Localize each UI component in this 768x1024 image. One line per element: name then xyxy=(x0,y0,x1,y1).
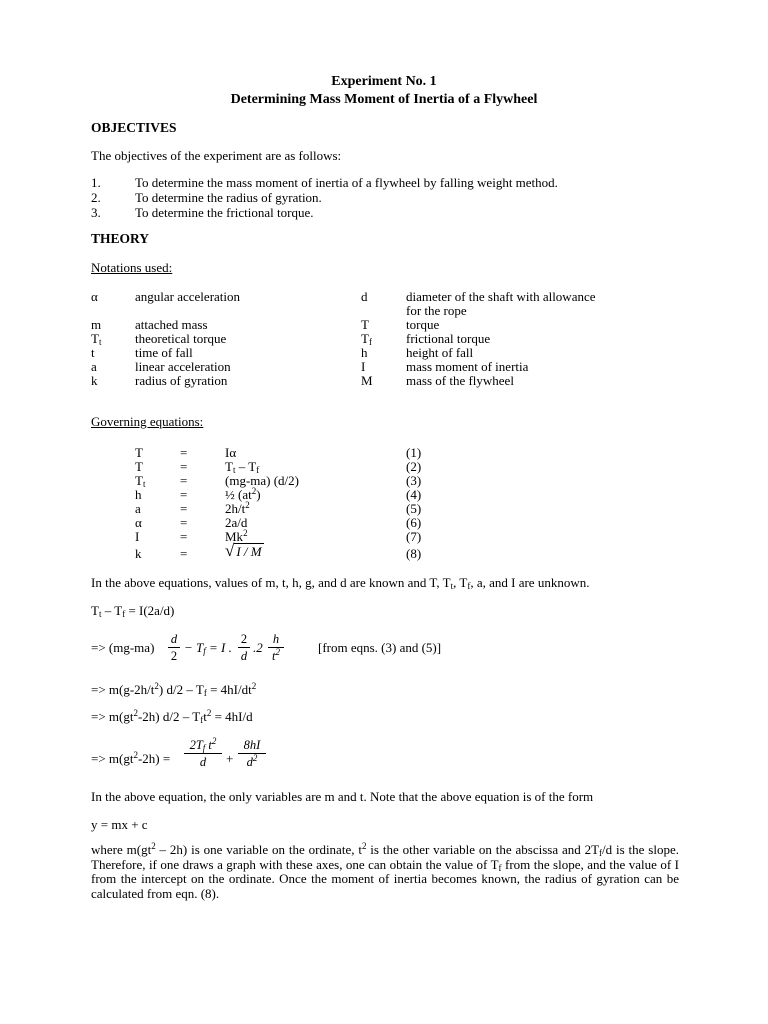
notation-description: torque xyxy=(406,317,440,332)
equation-rhs: Iα xyxy=(225,445,237,460)
equation-rhs: 2a/d xyxy=(225,515,248,530)
equation-rhs: (mg-ma) (d/2) xyxy=(225,473,300,488)
notation-symbol: $T_t$ xyxy=(91,331,102,347)
objective-item: To determine the radius of gyration. xyxy=(135,190,322,205)
experiment-title: Determining Mass Moment of Inertia of a Flywheel xyxy=(230,92,538,107)
plus-sign: + xyxy=(226,751,234,766)
objective-number: 3. xyxy=(91,205,101,220)
equation-lhs: T xyxy=(135,445,143,460)
experiment-number: Experiment No. 1 xyxy=(331,74,437,89)
equation-equals: = xyxy=(180,473,188,488)
notation-description: frictional torque xyxy=(406,331,491,346)
equation-rhs: Mk$^2$ xyxy=(225,528,248,544)
fraction-h-over-t2: h $t^2$ xyxy=(268,632,284,663)
derivation-step-1: $T_t - T_f = I(2a/d)$ xyxy=(91,603,175,619)
notation-symbol: $T_f$ xyxy=(361,331,372,347)
notation-description: radius of gyration xyxy=(135,373,228,388)
notations-title: Notations used: xyxy=(91,260,173,275)
equation-rhs-sqrt: √ I / M xyxy=(225,541,262,560)
notation-symbol: M xyxy=(361,373,373,388)
equation-equals: = xyxy=(180,546,188,561)
notation-symbol: a xyxy=(91,359,97,374)
equation-rhs: $2h/t^2$ xyxy=(225,500,250,516)
governing-title: Governing equations: xyxy=(91,414,204,429)
notation-description: linear acceleration xyxy=(135,359,231,374)
notation-symbol: k xyxy=(91,373,98,388)
equation-lhs: h xyxy=(135,487,142,502)
equation-equals: = xyxy=(180,487,188,502)
equation-number: (1) xyxy=(406,445,422,460)
theory-heading: THEORY xyxy=(91,231,150,246)
equation-number: (6) xyxy=(406,515,422,530)
notation-symbol: I xyxy=(361,359,366,374)
equation-rhs: ½ $(at^2)$ xyxy=(225,486,261,502)
fraction-2Tft2-over-d: $2T_f$ $t^2$ d xyxy=(184,738,222,769)
objective-item: To determine the mass moment of inertia of a flywheel by falling weight method. xyxy=(135,175,558,190)
equation-rhs: $T_t - T_f$ xyxy=(225,459,260,475)
notation-description: time of fall xyxy=(135,345,193,360)
equation-lhs: a xyxy=(135,501,141,516)
known-unknown-text: In the above equations, values of m, t, h, g, and d are known and T, $T_t$, $T_f$, a, and I are unknown. xyxy=(91,575,590,591)
notation-description: mass moment of inertia xyxy=(406,359,529,374)
equation-equals: = xyxy=(180,529,188,544)
notation-symbol: m xyxy=(91,317,102,332)
notation-symbol: t xyxy=(91,345,95,360)
equation-lhs: k xyxy=(135,546,142,561)
equation-number: (8) xyxy=(406,546,422,561)
derivation-step-4: => $m(gt^2-2h)$ $d/2 - T_ft^2 = 4hI/d$ xyxy=(91,708,253,725)
equation-number: (7) xyxy=(406,529,422,544)
dot-2-term: .2 xyxy=(253,640,263,655)
notation-description: theoretical torque xyxy=(135,331,227,346)
equation-number: (2) xyxy=(406,459,422,474)
equation-equals: = xyxy=(180,515,188,530)
equation-equals: = xyxy=(180,459,188,474)
equation-lhs: T xyxy=(135,459,143,474)
derivation-step-2-reference: [from eqns. (3) and (5)] xyxy=(318,640,442,655)
objective-number: 2. xyxy=(91,190,101,205)
derivation-step-2-prefix: => (mg-ma) xyxy=(91,640,155,655)
equation-lhs: α xyxy=(135,515,142,530)
notation-description: height of fall xyxy=(406,345,474,360)
fraction-8hI-over-d2: 8hI $d^2$ xyxy=(238,738,266,769)
equation-lhs: I xyxy=(135,529,140,544)
notation-symbol: h xyxy=(361,345,368,360)
fraction-2-over-d: 2 d xyxy=(238,632,250,663)
notation-symbol: d xyxy=(361,289,368,304)
equation-lhs: $T_t$ xyxy=(135,473,146,489)
notation-description: diameter of the shaft with allowance xyxy=(406,289,596,304)
notation-description: attached mass xyxy=(135,317,208,332)
derivation-step-3: => $m(g-2h/t^2)$ $d/2 - T_f = 4hI/dt^2$ xyxy=(91,681,257,698)
equation-number: (3) xyxy=(406,473,422,488)
objective-number: 1. xyxy=(91,175,101,190)
derivation-step-5-prefix: => $m(gt^2-2h)$ = xyxy=(91,750,171,766)
notation-description: angular acceleration xyxy=(135,289,241,304)
fraction-d-over-2: d 2 xyxy=(168,632,180,663)
only-variables-text: In the above equation, the only variables are m and t. Note that the above equation is of the form xyxy=(91,789,594,804)
notation-symbol: T xyxy=(361,317,369,332)
linear-form: y = mx + c xyxy=(91,817,148,832)
equation-equals: = xyxy=(180,501,188,516)
objectives-heading: OBJECTIVES xyxy=(91,120,177,135)
equation-number: (5) xyxy=(406,501,422,516)
minus-Tf-term: − $T_f = I$ . xyxy=(184,640,232,656)
notation-description: mass of the flywheel xyxy=(406,373,514,388)
equation-number: (4) xyxy=(406,487,422,502)
notation-description: for the rope xyxy=(406,303,467,318)
final-paragraph: where $m(gt^2 - 2h)$ is one variable on the ordinate, $t^2$ is the other variable on the abscissa and $2T_f/d$ is the slope. Therefore, if one draws a graph with these axes, one can obtain the value of $T_f$ from the slope, and the value of I from the intercept on the ordinate. Once the moment of inertia becomes known, the radius of gyration can be calculated from eqn. (8). xyxy=(91,841,679,901)
objectives-intro: The objectives of the experiment are as follows: xyxy=(91,148,342,163)
equation-equals: = xyxy=(180,445,188,460)
objective-item: To determine the frictional torque. xyxy=(135,205,314,220)
notation-symbol: α xyxy=(91,289,98,304)
